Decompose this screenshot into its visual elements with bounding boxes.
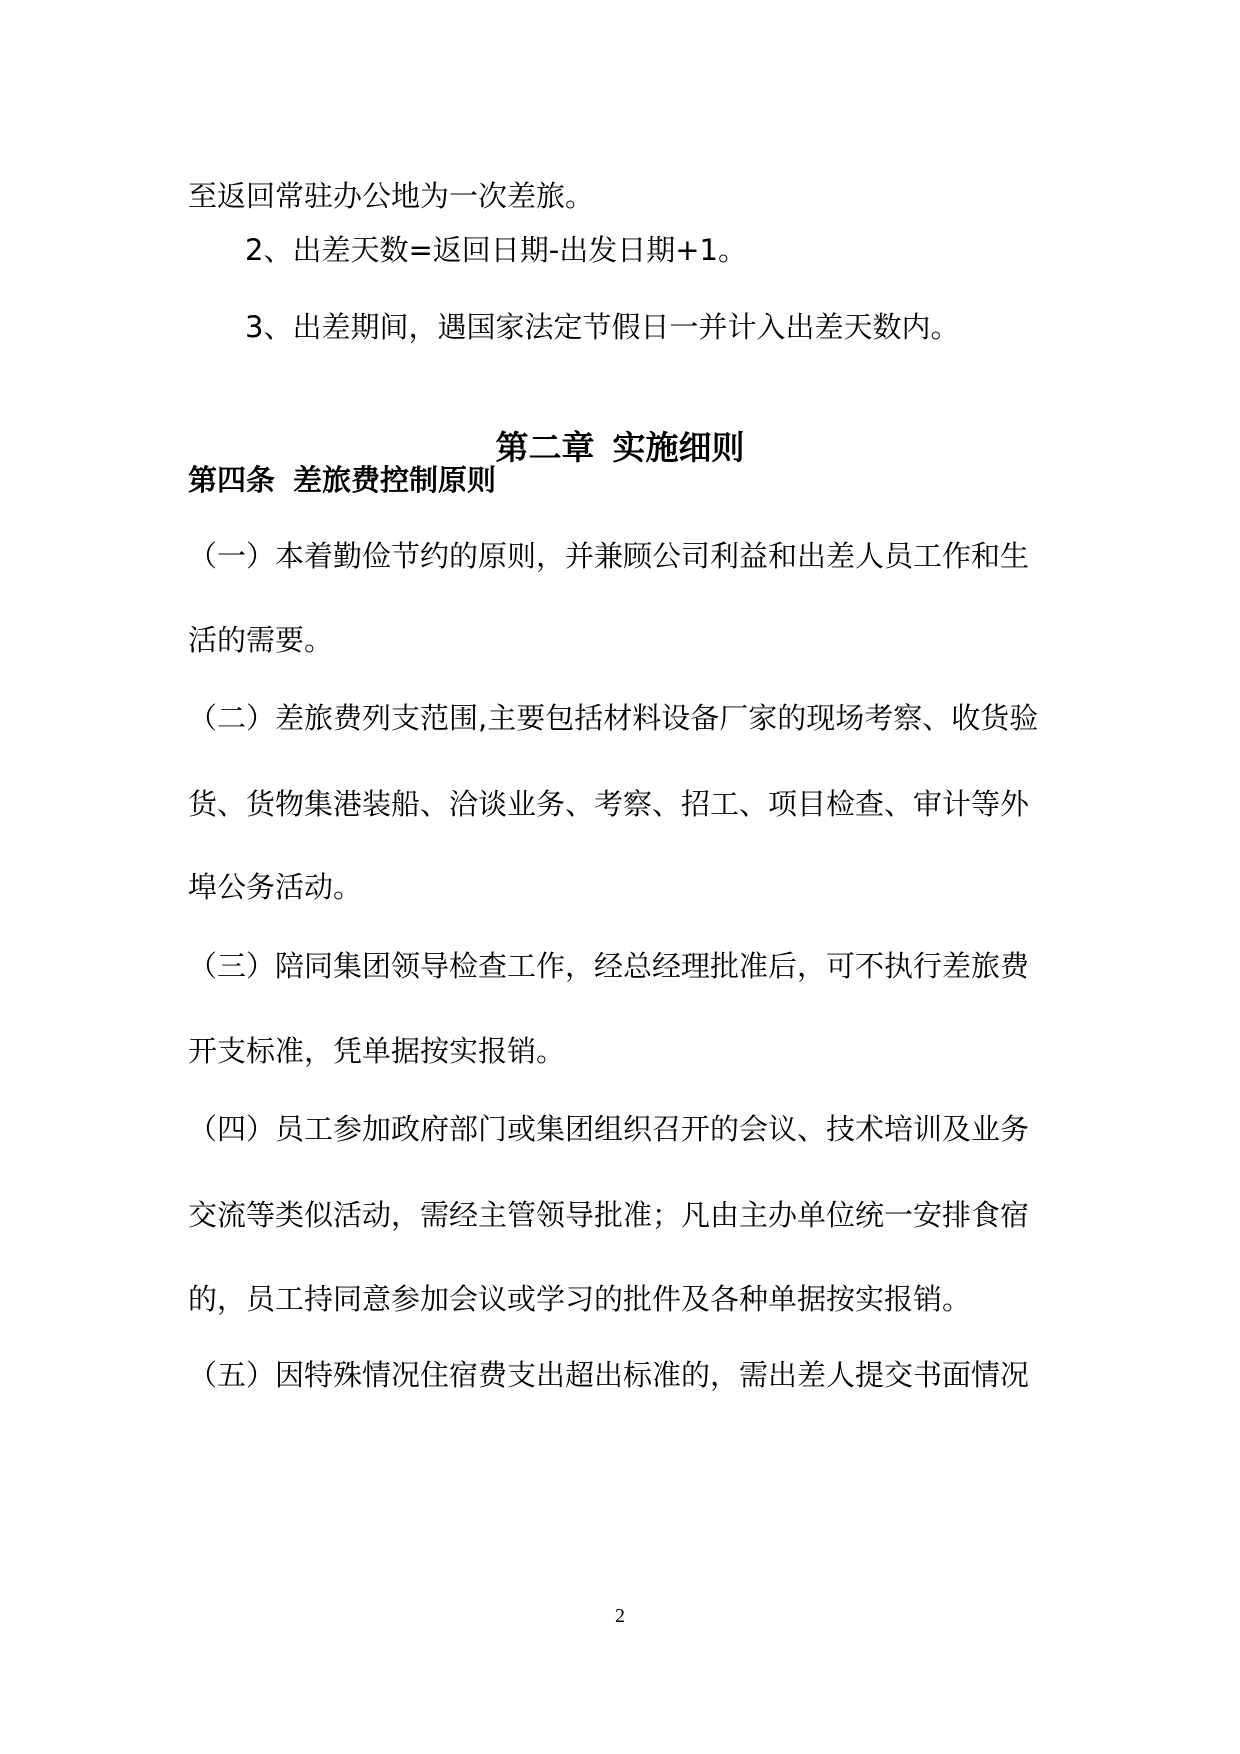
paragraph-line: （四）员工参加政府部门或集团组织召开的会议、技术培训及业务: [188, 1112, 1030, 1146]
paragraph-line: 2、出差天数=返回日期-出发日期+1。: [245, 233, 747, 267]
paragraph-line: 至返回常驻办公地为一次差旅。: [188, 179, 595, 213]
chapter-title: 实施细则: [612, 428, 745, 467]
article-title: 差旅费控制原则: [293, 463, 497, 497]
chapter-number: 第二章: [495, 428, 595, 467]
article-number: 第四条: [188, 463, 276, 497]
page-number: 2: [615, 1605, 625, 1627]
paragraph-line: （五）因特殊情况住宿费支出超出标准的，需出差人提交书面情况: [188, 1358, 1030, 1392]
paragraph-line: 货、货物集港装船、洽谈业务、考察、招工、项目检查、审计等外: [188, 787, 1030, 821]
paragraph-line: 交流等类似活动，需经主管领导批准；凡由主办单位统一安排食宿: [188, 1198, 1030, 1232]
paragraph-line: 3、出差期间，遇国家法定节假日一并计入出差天数内。: [245, 310, 960, 344]
paragraph-line: 埠公务活动。: [188, 870, 363, 904]
paragraph-line: （二）差旅费列支范围,主要包括材料设备厂家的现场考察、收货验: [188, 701, 1039, 735]
paragraph-line: 活的需要。: [188, 623, 334, 657]
article-heading: [188, 460, 496, 500]
paragraph-line: 的，员工持同意参加会议或学习的批件及各种单据按实报销。: [188, 1282, 972, 1316]
chapter-heading: [0, 426, 1240, 470]
paragraph-line: （三）陪同集团领导检查工作，经总经理批准后，可不执行差旅费: [188, 949, 1030, 983]
paragraph-line: 开支标准，凭单据按实报销。: [188, 1034, 566, 1068]
paragraph-line: （一）本着勤俭节约的原则，并兼顾公司利益和出差人员工作和生: [188, 539, 1030, 573]
